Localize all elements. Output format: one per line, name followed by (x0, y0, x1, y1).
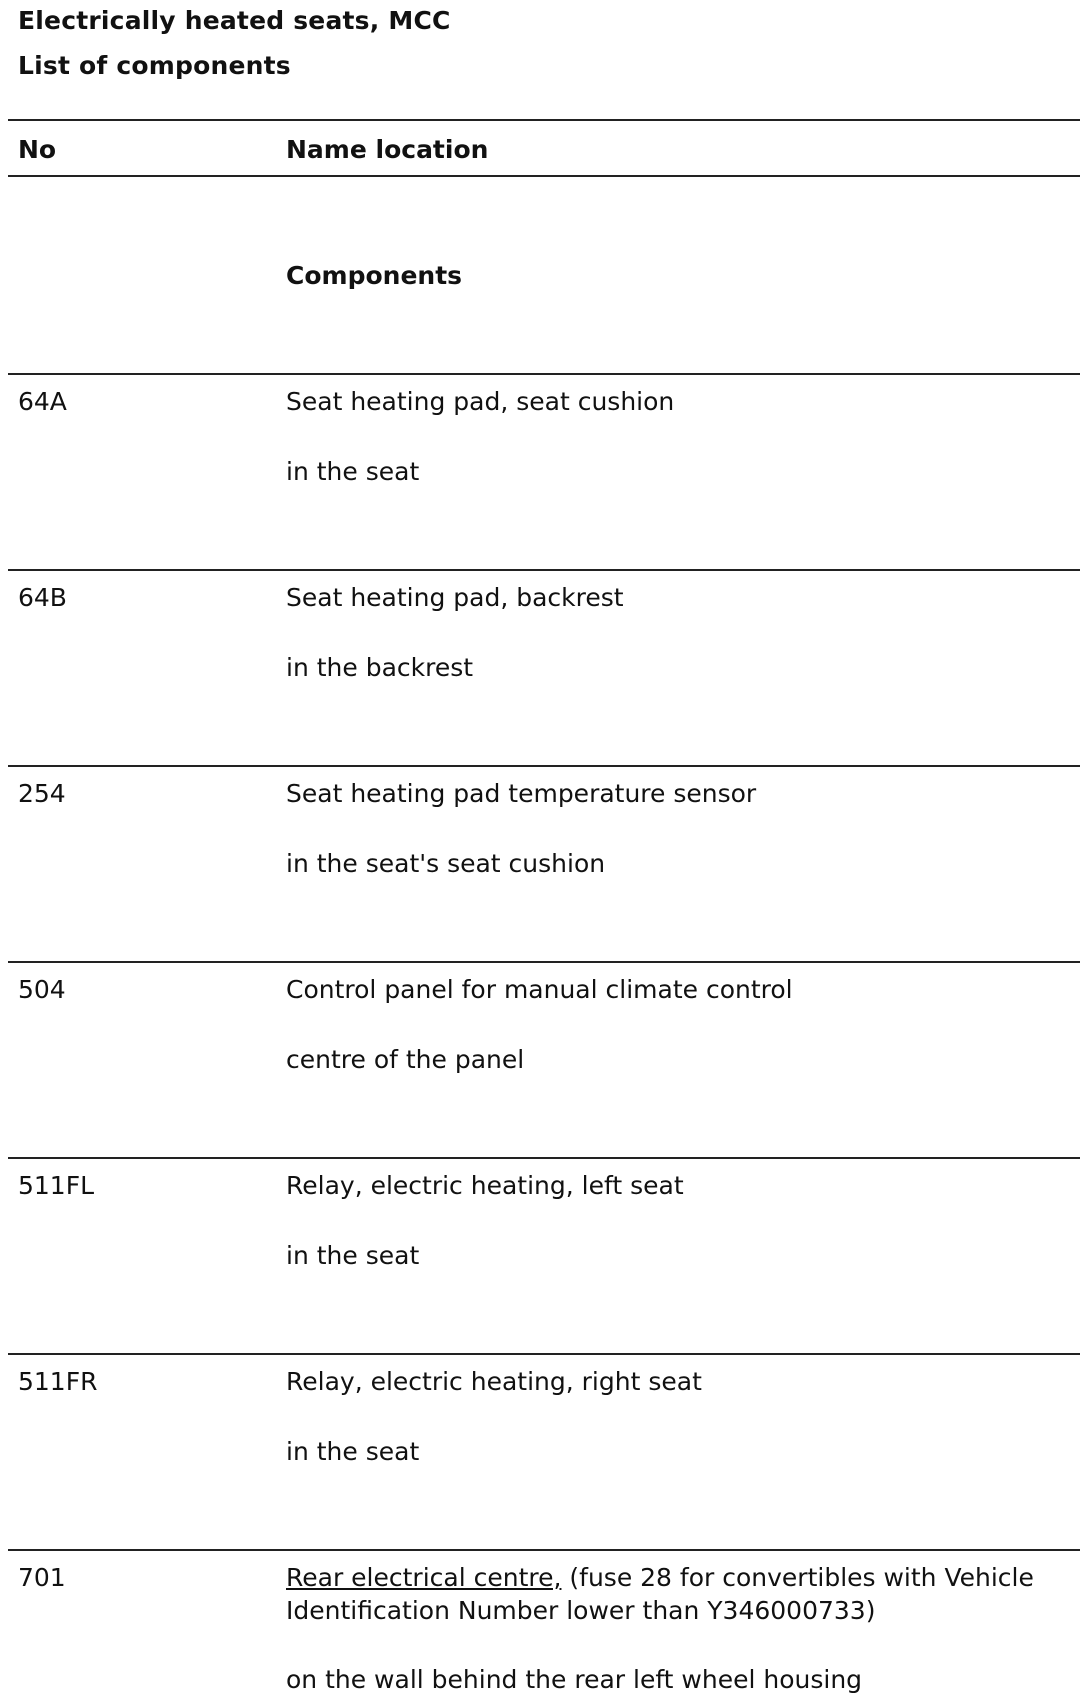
row-name: Control panel for manual climate control (286, 975, 793, 1004)
row-divider (8, 373, 1080, 375)
document-title: Electrically heated seats, MCC (18, 6, 451, 35)
row-location: in the backrest (286, 653, 474, 682)
row-location: in the seat (286, 457, 420, 486)
row-name: Seat heating pad, backrest (286, 583, 624, 612)
row-no: 254 (18, 779, 66, 808)
row-divider (8, 1157, 1080, 1159)
row-divider (8, 765, 1080, 767)
row-name: Seat heating pad, seat cushion (286, 387, 675, 416)
section-label-components: Components (286, 261, 463, 290)
row-location: in the seat (286, 1241, 420, 1270)
document-subtitle: List of components (18, 51, 291, 80)
row-no: 64A (18, 387, 67, 416)
row-location: on the wall behind the rear left wheel housing (286, 1665, 863, 1694)
row-name-detail: (fuse 28 for convertibles with Vehicle Identification Number lower than Y346000733) (286, 1563, 1034, 1625)
row-name: Relay, electric heating, left seat (286, 1171, 684, 1200)
row-divider (8, 1353, 1080, 1355)
row-location: centre of the panel (286, 1045, 525, 1074)
table-header-rule (8, 175, 1080, 177)
row-no: 504 (18, 975, 66, 1004)
column-header-no: No (18, 135, 57, 164)
column-header-name-location: Name location (286, 135, 489, 164)
row-divider (8, 569, 1080, 571)
rear-electrical-centre-link[interactable]: Rear electrical centre, (286, 1563, 562, 1592)
row-divider (8, 1549, 1080, 1551)
row-name: Seat heating pad temperature sensor (286, 779, 757, 808)
row-no: 511FL (18, 1171, 95, 1200)
row-location: in the seat's seat cushion (286, 849, 606, 878)
row-divider (8, 961, 1080, 963)
row-no: 64B (18, 583, 67, 612)
row-no: 511FR (18, 1367, 98, 1396)
row-name: Relay, electric heating, right seat (286, 1367, 702, 1396)
table-top-rule (8, 119, 1080, 121)
row-location: in the seat (286, 1437, 420, 1466)
row-no: 701 (18, 1563, 66, 1592)
row-name (286, 1561, 1076, 1627)
